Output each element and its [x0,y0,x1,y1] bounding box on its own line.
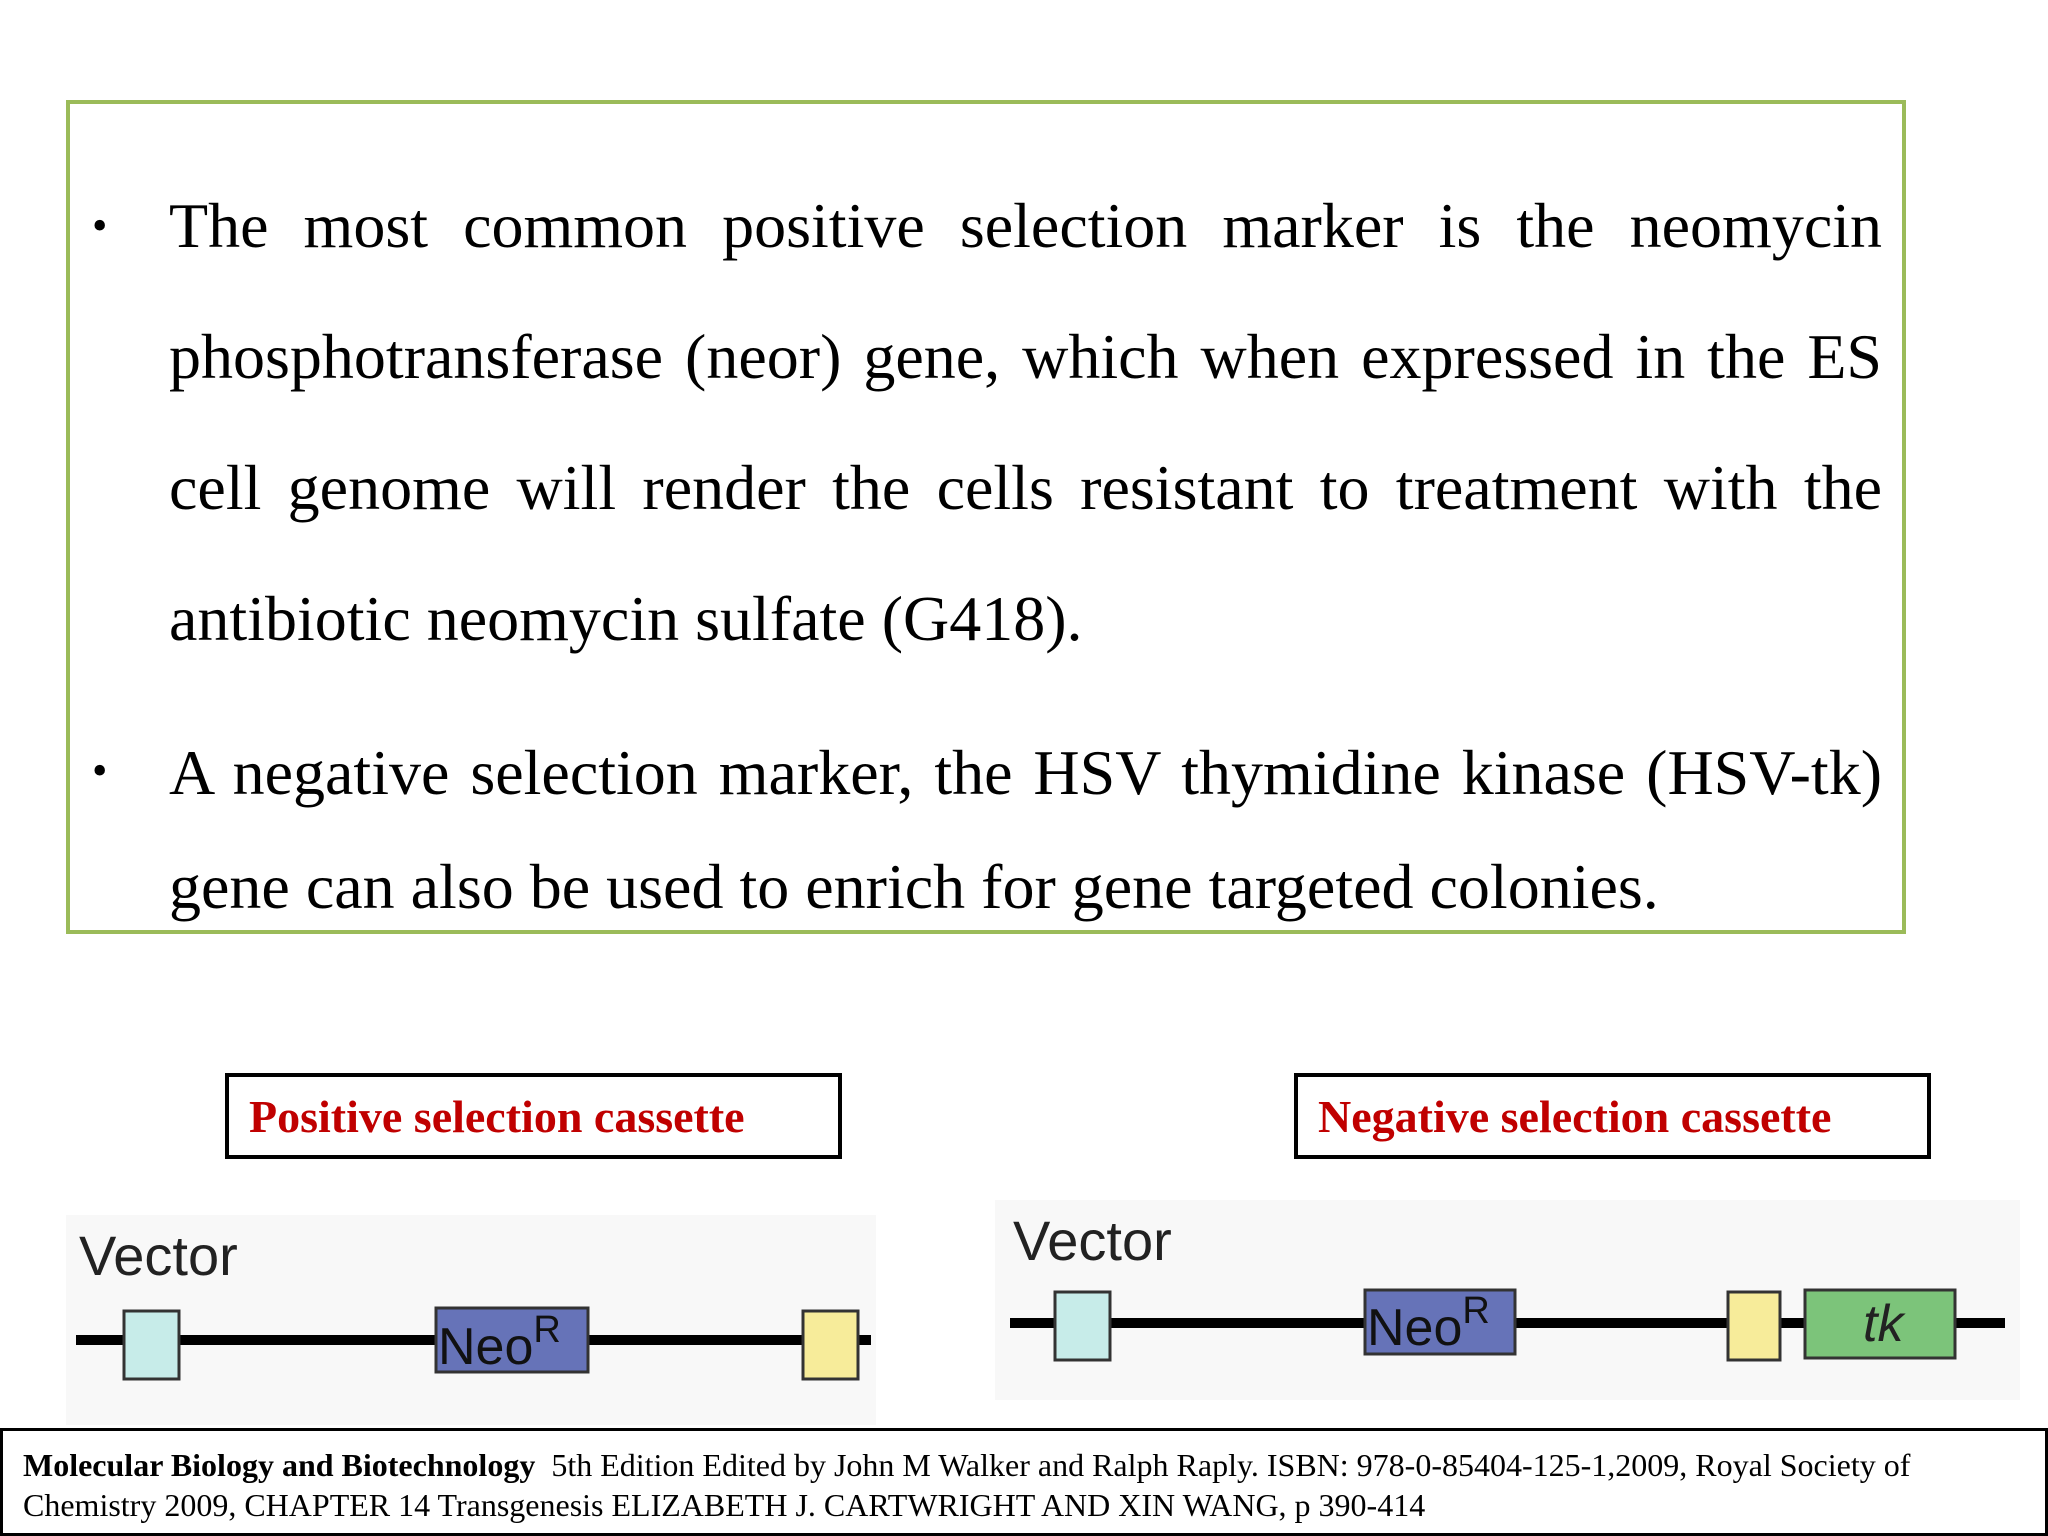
citation-title: Molecular Biology and Biotechnology [23,1447,536,1483]
bullet-text: The most common positive selection marker is the neomycin phosphotransferase (neor) gene, which when expressed in the ES cell genome will render the cells resistant to treatment with the antibiotic neomycin sulfate (G418). [169,190,1882,654]
bullet-text: A negative selection marker, the HSV thymidine kinase (HSV-tk) gene can also be used to enrich for gene targeted colonies. [169,737,1882,922]
citation-details: 5th Edition Edited by John M Walker and Ralph Raply. ISBN: 978-0-85404-125-1,2009, Royal Society of Chemistry 2009, CHAPTER 14 Transgenesis ELIZABETH J. CARTWRIGHT AND XIN WANG, p 390-414 [23,1447,1911,1523]
yellow-marker-box [1728,1292,1780,1360]
vector-label: Vector [1013,1209,1172,1272]
citation-box [0,1428,2048,1536]
neo-gene-label: Neo$^R$ [1367,1290,1490,1357]
homology-arm-box [124,1311,179,1379]
bullet-symbol: • [92,746,108,795]
negative-cassette-label: Negative selection cassette [1294,1073,1931,1159]
homology-arm-box [1055,1292,1110,1360]
content-textbox [66,100,1906,934]
bullet-symbol: • [92,201,108,250]
positive-cassette-diagram [66,1215,876,1425]
neo-gene-label: Neo$^R$ [438,1309,561,1376]
positive-cassette-label: Positive selection cassette [225,1073,842,1159]
vector-label: Vector [79,1224,238,1287]
yellow-marker-box [803,1311,858,1379]
negative-cassette-diagram [995,1200,2020,1400]
tk-gene-label: tk [1863,1295,1904,1353]
